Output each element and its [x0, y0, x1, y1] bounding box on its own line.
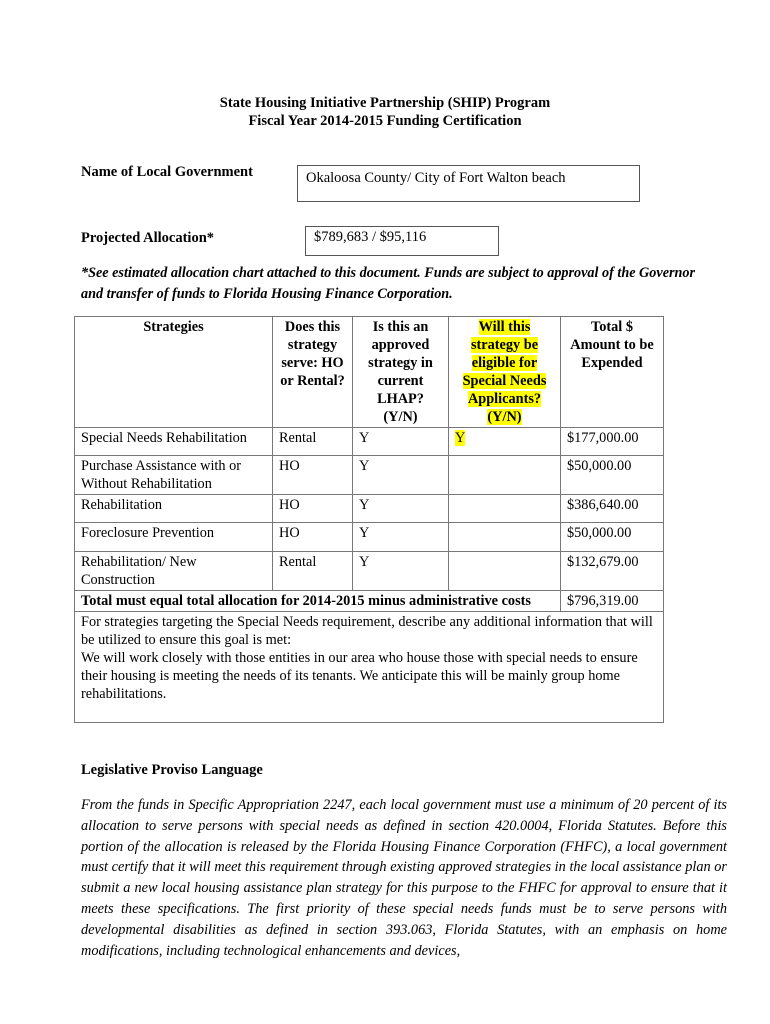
cell-special-needs [449, 495, 561, 523]
special-needs-prompt: For strategies targeting the Special Needs requirement, describe any additional information that will be utilized to ensure this goal is met: [81, 614, 653, 648]
allocation-label: Projected Allocation* [81, 230, 215, 246]
strategies-table [74, 316, 664, 723]
local-government-value: Okaloosa County/ City of Fort Walton beach [306, 170, 566, 186]
cell-approved: Y [353, 495, 449, 523]
cell-strategy: Purchase Assistance with or Without Rehabilitation [75, 456, 273, 495]
cell-strategy: Rehabilitation/ New Construction [75, 552, 273, 591]
local-government-field[interactable] [297, 165, 640, 202]
total-row [75, 591, 664, 612]
cell-approved: Y [353, 523, 449, 552]
header-strategies: Strategies [75, 317, 273, 428]
total-value: $796,319.00 [561, 591, 664, 612]
table-row [75, 495, 664, 523]
cell-amount: $132,679.00 [561, 552, 664, 591]
proviso-heading: Legislative Proviso Language [81, 762, 263, 778]
table-row [75, 552, 664, 591]
cell-amount: $50,000.00 [561, 456, 664, 495]
special-needs-description-row [75, 612, 664, 723]
cell-strategy: Special Needs Rehabilitation [75, 428, 273, 456]
proviso-text: From the funds in Specific Appropriation 2247, each local government must use a minimum of 20 percent of its allocation to serve persons with special needs as defined in section 420.0004, Florida Statutes. Before this portion of the allocation is released by the Florida Housing Finance Corporation (FHFC), a local government must certify that it will meet this requirement through existing approved strategies in the local assistance plan or submit a new local housing assistance plan strategy for this purpose to the FHFC for approval to ensure that it meets these specifications. The first priority of these special needs funds must be to serve persons with developmental disabilities as defined in section 393.063, Florida Statutes, with an emphasis on home modifications, including technological enhancements and devices, [81, 797, 727, 959]
total-label: Total must equal total allocation for 2014-2015 minus administrative costs [75, 591, 561, 612]
cell-serves: HO [273, 495, 353, 523]
cell-serves: HO [273, 523, 353, 552]
header-serves: Does this strategy serve: HO or Rental? [273, 317, 353, 428]
cell-special-needs [449, 456, 561, 495]
special-needs-highlight: Y [455, 430, 466, 446]
cell-strategy: Rehabilitation [75, 495, 273, 523]
cell-approved: Y [353, 456, 449, 495]
document-title-line-1: State Housing Initiative Partnership (SHIP) Program [219, 95, 551, 111]
cell-amount: $386,640.00 [561, 495, 664, 523]
special-needs-description[interactable] [75, 612, 664, 723]
cell-serves: HO [273, 456, 353, 495]
cell-amount: $177,000.00 [561, 428, 664, 456]
special-needs-answer: We will work closely with those entities in our area who house those with special needs to ensure their housing is meeting the needs of its tenants. We anticipate this will be mainly group home rehabilitations. [81, 650, 638, 702]
document-title-line-2: Fiscal Year 2014-2015 Funding Certification [248, 113, 522, 129]
cell-special-needs [449, 428, 561, 456]
table-header-row [75, 317, 664, 428]
allocation-value: $789,683 / $95,116 [314, 229, 427, 245]
table-row [75, 523, 664, 552]
header-special-needs [449, 317, 561, 428]
local-government-label: Name of Local Government [81, 164, 253, 180]
header-special-needs-text: Will this strategy be eligible for Special Needs Applicants? (Y/N) [462, 319, 547, 425]
cell-amount: $50,000.00 [561, 523, 664, 552]
table-row [75, 456, 664, 495]
allocation-note: *See estimated allocation chart attached to this document. Funds are subject to approval of the Governor and transfer of funds to Florida Housing Finance Corporation. [81, 265, 696, 302]
allocation-field[interactable] [305, 226, 499, 256]
cell-serves: Rental [273, 552, 353, 591]
cell-approved: Y [353, 552, 449, 591]
cell-special-needs [449, 552, 561, 591]
cell-approved: Y [353, 428, 449, 456]
cell-strategy: Foreclosure Prevention [75, 523, 273, 552]
cell-serves: Rental [273, 428, 353, 456]
header-amount: Total $ Amount to be Expended [561, 317, 664, 428]
table-row [75, 428, 664, 456]
header-approved: Is this an approved strategy in current LHAP? (Y/N) [353, 317, 449, 428]
cell-special-needs [449, 523, 561, 552]
